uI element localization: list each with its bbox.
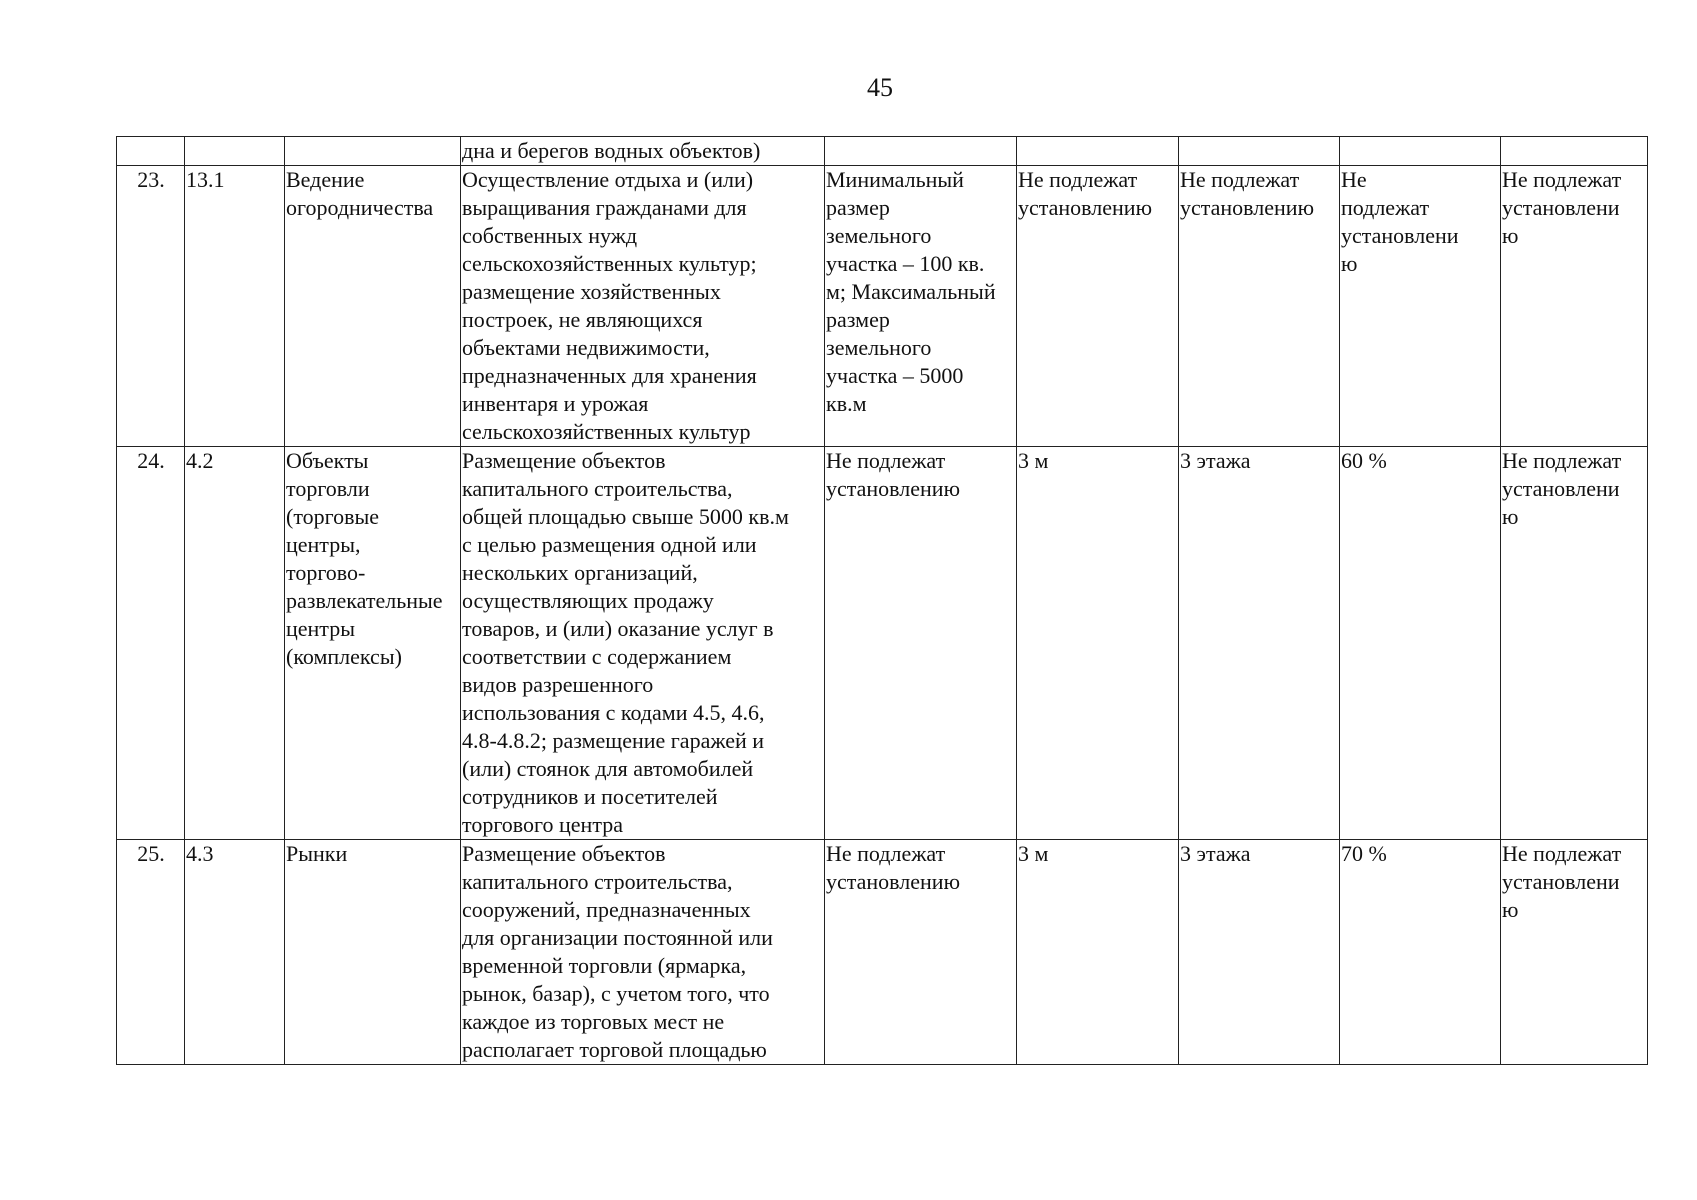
row-number: 25.	[117, 840, 185, 1065]
page-number: 45	[867, 73, 893, 102]
setback: Не подлежат установлению	[1017, 166, 1179, 447]
table-row	[117, 840, 1648, 1065]
setback: 3 м	[1017, 447, 1179, 840]
coverage: 70 %	[1340, 840, 1501, 1065]
table-cell	[285, 137, 461, 166]
row-number: 23.	[117, 166, 185, 447]
table-cell-description: дна и берегов водных объектов)	[461, 137, 825, 166]
use-name: Объекты торговли (торговые центры, торгово- развлекательные центры (комплексы)	[285, 447, 461, 840]
table-row	[117, 447, 1648, 840]
table-cell	[1017, 137, 1179, 166]
plot-size: Не подлежат установлению	[825, 447, 1017, 840]
use-code: 4.2	[185, 447, 285, 840]
table-row-continuation	[117, 137, 1648, 166]
table-cell	[1501, 137, 1648, 166]
plot-size: Минимальный размер земельного участка – 100 кв. м; Максимальный размер земельного участка – 5000 кв.м	[825, 166, 1017, 447]
floors: 3 этажа	[1179, 840, 1340, 1065]
plot-size: Не подлежат установлению	[825, 840, 1017, 1065]
other-limits: Не подлежат установлени ю	[1501, 166, 1648, 447]
table-cell	[1340, 137, 1501, 166]
use-code: 13.1	[185, 166, 285, 447]
use-description: Размещение объектов капитального строительства, сооружений, предназначенных для организации постоянной или временной торговли (ярмарка, рынок, базар), с учетом того, что каждое из торговых мест не располагает торговой площадью	[461, 840, 825, 1065]
row-number: 24.	[117, 447, 185, 840]
table-cell	[1179, 137, 1340, 166]
use-name: Рынки	[285, 840, 461, 1065]
coverage: 60 %	[1340, 447, 1501, 840]
other-limits: Не подлежат установлени ю	[1501, 840, 1648, 1065]
zoning-table	[116, 136, 1648, 1065]
use-description: Осуществление отдыха и (или) выращивания гражданами для собственных нужд сельскохозяйственных культур; размещение хозяйственных построек, не являющихся объектами недвижимости, предназначенных для хранения инвентаря и урожая сельскохозяйственных культур	[461, 166, 825, 447]
use-description: Размещение объектов капитального строительства, общей площадью свыше 5000 кв.м с целью размещения одной или нескольких организаций, осуществляющих продажу товаров, и (или) оказание услуг в соответствии с содержанием видов разрешенного использования с кодами 4.5, 4.6, 4.8-4.8.2; размещение гаражей и (или) стоянок для автомобилей сотрудников и посетителей торгового центра	[461, 447, 825, 840]
table-cell	[825, 137, 1017, 166]
floors: Не подлежат установлению	[1179, 166, 1340, 447]
use-name: Ведение огородничества	[285, 166, 461, 447]
table-cell	[185, 137, 285, 166]
other-limits: Не подлежат установлени ю	[1501, 447, 1648, 840]
table-cell	[117, 137, 185, 166]
table-row	[117, 166, 1648, 447]
floors: 3 этажа	[1179, 447, 1340, 840]
coverage: Не подлежат установлени ю	[1340, 166, 1501, 447]
use-code: 4.3	[185, 840, 285, 1065]
setback: 3 м	[1017, 840, 1179, 1065]
